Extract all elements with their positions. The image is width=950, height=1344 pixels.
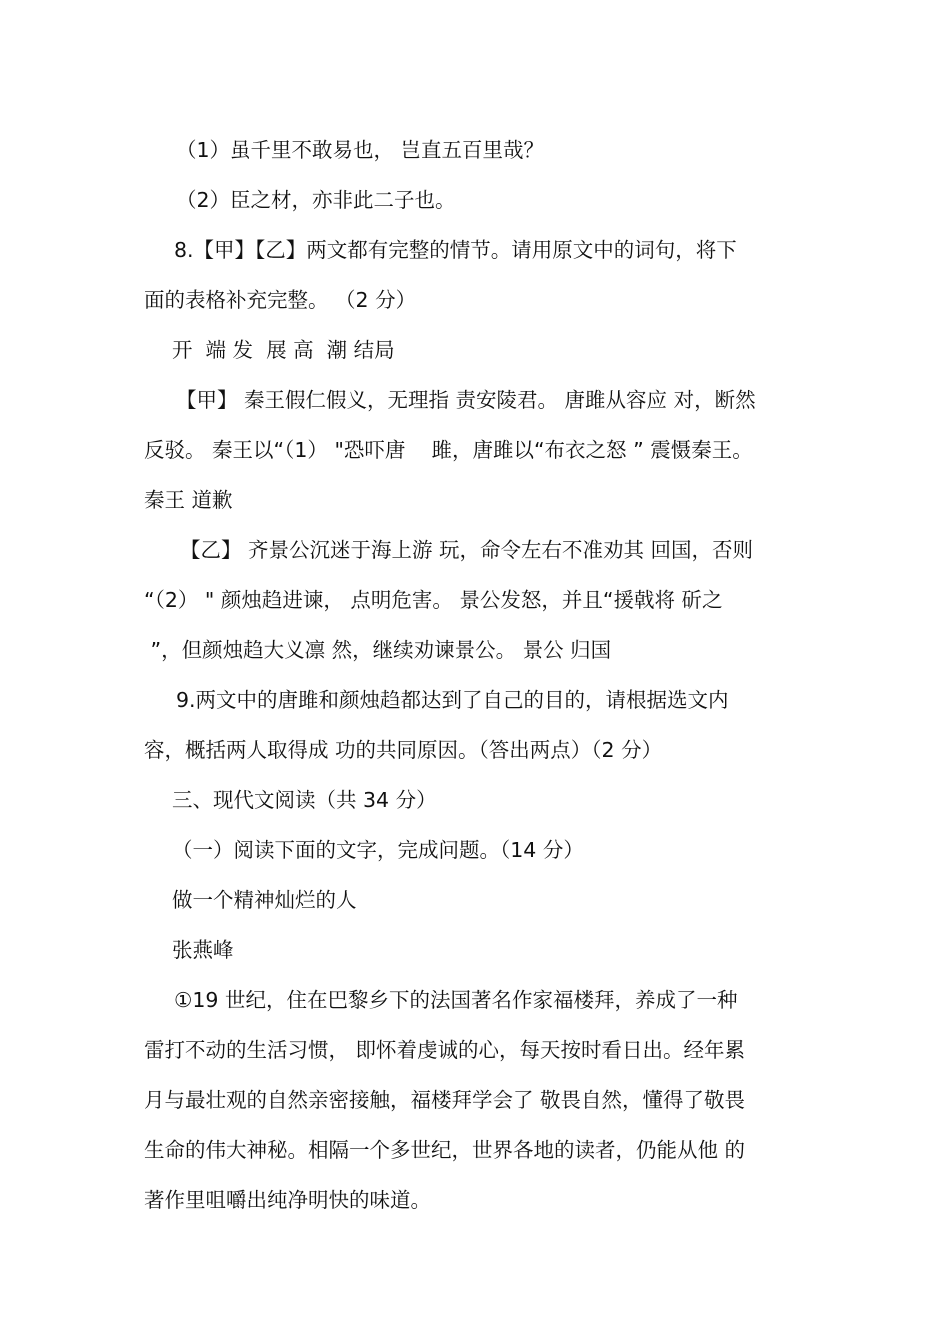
question-9-line-1: 9.两文中的唐雎和颜烛趋都达到了自己的目的，请根据选文内	[176, 688, 729, 712]
article-title: 做一个精神灿烂的人	[172, 888, 357, 912]
table-row-jia-line-1: 【甲】 秦王假仁假义，无理指 责安陵君。 唐雎从容应 对，断然	[176, 388, 756, 412]
table-row-yi-line-2: “（2） " 颜烛趋进谏， 点明危害。 景公发怒，并且“援戟将 斫之	[144, 588, 723, 612]
translation-item-1: （1）虽千里不敢易也， 岂直五百里哉？	[176, 138, 545, 162]
question-8-line-2: 面的表格补充完整。 （2 分）	[144, 288, 417, 312]
reading-instruction: （一）阅读下面的文字，完成问题。（14 分）	[172, 838, 584, 862]
question-9-line-2: 容，概括两人取得成 功的共同原因。（答出两点）（2 分）	[144, 738, 663, 762]
table-row-jia-line-3: 秦王 道歉	[144, 488, 233, 512]
paragraph-1-line-2: 雷打不动的生活习惯， 即怀着虔诚的心，每天按时看日出。经年累	[144, 1038, 746, 1062]
paragraph-1-line-5: 著作里咀嚼出纯净明快的味道。	[144, 1188, 431, 1212]
table-row-yi-line-3: ”，但颜烛趋大义凛 然，继续劝谏景公。 景公 归国	[144, 638, 612, 662]
section-3-heading: 三、现代文阅读（共 34 分）	[172, 788, 437, 812]
article-author: 张燕峰	[172, 938, 234, 962]
translation-item-2: （2）臣之材，亦非此二子也。	[176, 188, 456, 212]
paragraph-1-line-1: ①19 世纪，住在巴黎乡下的法国著名作家福楼拜，养成了一种	[174, 988, 738, 1012]
question-8-line-1: 8.【甲】【乙】两文都有完整的情节。请用原文中的词句，将下	[174, 238, 737, 262]
paragraph-1-line-3: 月与最壮观的自然亲密接触，福楼拜学会了 敬畏自然，懂得了敬畏	[144, 1088, 746, 1112]
table-row-jia-line-2: 反驳。 秦王以“（1） "恐吓唐 雎，唐雎以“布衣之怒 ” 震慑秦王。	[144, 438, 753, 462]
table-header-row: 开 端 发 展 高 潮 结局	[172, 338, 395, 362]
paragraph-1-line-4: 生命的伟大神秘。相隔一个多世纪，世界各地的读者，仍能从他 的	[144, 1138, 746, 1162]
table-row-yi-line-1: 【乙】 齐景公沉迷于海上游 玩，命令左右不准劝其 回国，否则	[180, 538, 754, 562]
